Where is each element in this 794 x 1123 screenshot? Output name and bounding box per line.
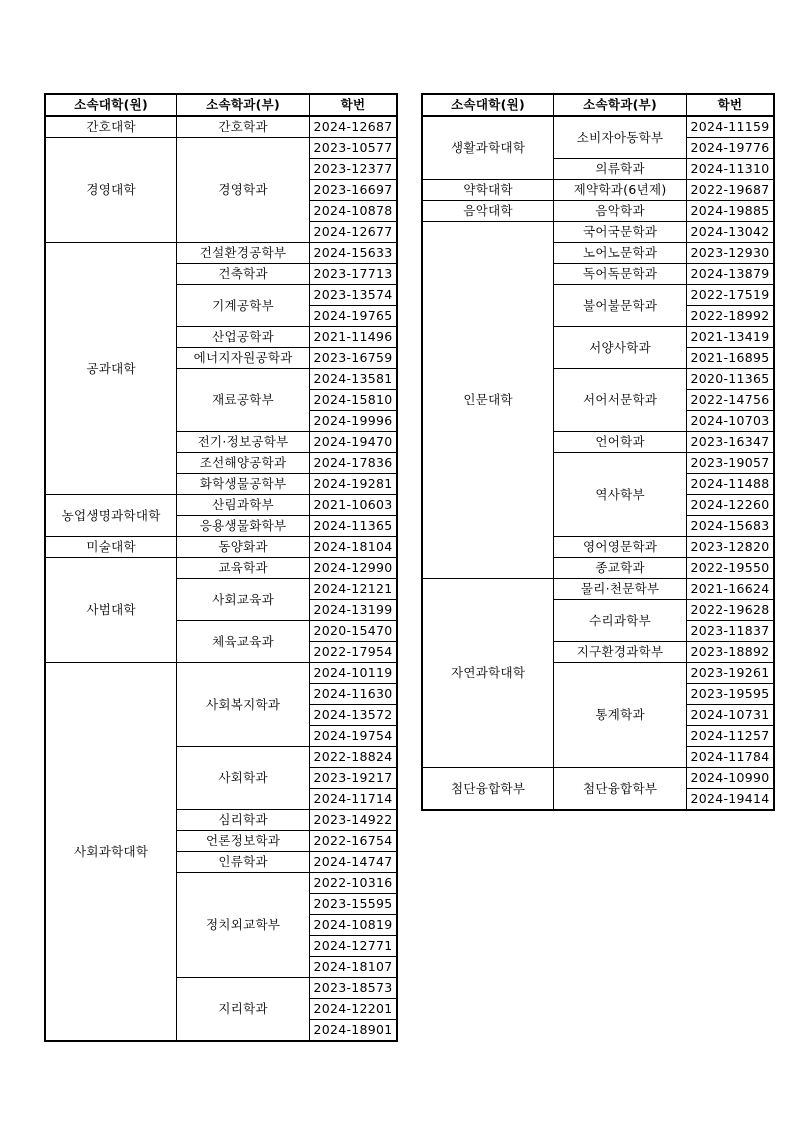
student-id-cell: 2024-10878 xyxy=(309,201,397,222)
student-id-cell: 2024-19776 xyxy=(686,138,774,159)
right-table-body xyxy=(422,116,774,810)
student-id-cell: 2024-15633 xyxy=(309,243,397,264)
college-cell: 인문대학 xyxy=(422,222,554,579)
student-id-cell: 2023-16697 xyxy=(309,180,397,201)
student-id-cell: 2023-12820 xyxy=(686,537,774,558)
college-cell: 약학대학 xyxy=(422,180,554,201)
header-college: 소속대학(원) xyxy=(45,94,177,116)
student-id-cell: 2021-11496 xyxy=(309,327,397,348)
department-cell: 에너지자원공학과 xyxy=(177,348,310,369)
department-cell: 수리과학부 xyxy=(554,600,687,642)
header-college: 소속대학(원) xyxy=(422,94,554,116)
student-id-cell: 2024-12201 xyxy=(309,999,397,1020)
student-id-cell: 2022-14756 xyxy=(686,390,774,411)
student-id-cell: 2022-18824 xyxy=(309,747,397,768)
student-id-cell: 2024-13581 xyxy=(309,369,397,390)
college-cell: 사범대학 xyxy=(45,558,177,663)
student-id-cell: 2021-10603 xyxy=(309,495,397,516)
student-id-cell: 2023-16347 xyxy=(686,432,774,453)
department-cell: 물리·천문학부 xyxy=(554,579,687,600)
college-cell: 공과대학 xyxy=(45,243,177,495)
student-id-cell: 2024-11257 xyxy=(686,726,774,747)
department-cell: 사회교육과 xyxy=(177,579,310,621)
student-id-cell: 2023-14922 xyxy=(309,810,397,831)
student-id-cell: 2024-11714 xyxy=(309,789,397,810)
header-department: 소속학과(부) xyxy=(554,94,687,116)
student-id-cell: 2023-12930 xyxy=(686,243,774,264)
student-id-cell: 2024-19470 xyxy=(309,432,397,453)
student-id-cell: 2024-12677 xyxy=(309,222,397,243)
college-cell: 첨단융합학부 xyxy=(422,768,554,811)
department-cell: 체육교육과 xyxy=(177,621,310,663)
student-id-cell: 2023-18573 xyxy=(309,978,397,999)
table-row xyxy=(422,201,774,222)
student-id-cell: 2023-12377 xyxy=(309,159,397,180)
department-cell: 음악학과 xyxy=(554,201,687,222)
student-id-cell: 2024-19414 xyxy=(686,789,774,811)
department-cell: 정치외교학부 xyxy=(177,873,310,978)
student-id-cell: 2021-16624 xyxy=(686,579,774,600)
table-row xyxy=(45,116,397,138)
department-cell: 불어불문학과 xyxy=(554,285,687,327)
department-cell: 재료공학부 xyxy=(177,369,310,432)
student-id-cell: 2024-12771 xyxy=(309,936,397,957)
student-id-cell: 2024-12990 xyxy=(309,558,397,579)
student-id-cell: 2024-18901 xyxy=(309,1020,397,1042)
student-id-cell: 2022-19687 xyxy=(686,180,774,201)
table-row xyxy=(422,116,774,138)
student-id-cell: 2024-11784 xyxy=(686,747,774,768)
department-cell: 기계공학부 xyxy=(177,285,310,327)
table-row xyxy=(45,558,397,579)
student-id-cell: 2021-13419 xyxy=(686,327,774,348)
department-cell: 동양화과 xyxy=(177,537,310,558)
department-cell: 제약학과(6년제) xyxy=(554,180,687,201)
table-row xyxy=(422,222,774,243)
table-row xyxy=(45,138,397,159)
table-row xyxy=(45,243,397,264)
table-row xyxy=(422,768,774,789)
table-row xyxy=(45,537,397,558)
student-id-cell: 2024-12260 xyxy=(686,495,774,516)
student-id-cell: 2023-15595 xyxy=(309,894,397,915)
department-cell: 독어독문학과 xyxy=(554,264,687,285)
college-cell: 자연과학대학 xyxy=(422,579,554,768)
student-id-cell: 2024-12121 xyxy=(309,579,397,600)
student-id-cell: 2023-17713 xyxy=(309,264,397,285)
student-id-cell: 2022-16754 xyxy=(309,831,397,852)
department-cell: 심리학과 xyxy=(177,810,310,831)
department-cell: 간호학과 xyxy=(177,116,310,138)
header-row xyxy=(45,94,397,116)
student-id-cell: 2022-19550 xyxy=(686,558,774,579)
student-id-cell: 2023-19595 xyxy=(686,684,774,705)
student-id-cell: 2023-10577 xyxy=(309,138,397,159)
student-id-cell: 2024-19885 xyxy=(686,201,774,222)
student-id-cell: 2022-19628 xyxy=(686,600,774,621)
header-student-id: 학번 xyxy=(686,94,774,116)
student-id-cell: 2024-19754 xyxy=(309,726,397,747)
left-table-body xyxy=(45,116,397,1041)
student-id-cell: 2024-10819 xyxy=(309,915,397,936)
student-id-cell: 2023-16759 xyxy=(309,348,397,369)
department-cell: 역사학부 xyxy=(554,453,687,537)
department-cell: 서양사학과 xyxy=(554,327,687,369)
student-id-cell: 2022-18992 xyxy=(686,306,774,327)
department-cell: 의류학과 xyxy=(554,159,687,180)
student-id-cell: 2024-12687 xyxy=(309,116,397,138)
table-row xyxy=(45,663,397,684)
student-id-cell: 2024-10119 xyxy=(309,663,397,684)
student-id-cell: 2021-16895 xyxy=(686,348,774,369)
header-row xyxy=(422,94,774,116)
student-id-cell: 2024-11365 xyxy=(309,516,397,537)
department-cell: 경영학과 xyxy=(177,138,310,243)
college-cell: 농업생명과학대학 xyxy=(45,495,177,537)
department-cell: 언론정보학과 xyxy=(177,831,310,852)
header-student-id: 학번 xyxy=(309,94,397,116)
student-id-cell: 2024-18107 xyxy=(309,957,397,978)
student-id-cell: 2024-17836 xyxy=(309,453,397,474)
department-cell: 산업공학과 xyxy=(177,327,310,348)
student-id-cell: 2024-11310 xyxy=(686,159,774,180)
department-cell: 산림과학부 xyxy=(177,495,310,516)
student-id-cell: 2024-13879 xyxy=(686,264,774,285)
department-cell: 소비자아동학부 xyxy=(554,116,687,159)
department-cell: 건설환경공학부 xyxy=(177,243,310,264)
department-cell: 국어국문학과 xyxy=(554,222,687,243)
student-id-cell: 2023-19217 xyxy=(309,768,397,789)
student-id-cell: 2024-15810 xyxy=(309,390,397,411)
department-cell: 언어학과 xyxy=(554,432,687,453)
department-cell: 지구환경과학부 xyxy=(554,642,687,663)
student-id-cell: 2024-13199 xyxy=(309,600,397,621)
student-id-cell: 2024-15683 xyxy=(686,516,774,537)
student-id-cell: 2024-11488 xyxy=(686,474,774,495)
college-cell: 음악대학 xyxy=(422,201,554,222)
department-cell: 사회학과 xyxy=(177,747,310,810)
student-id-cell: 2022-17519 xyxy=(686,285,774,306)
student-id-cell: 2024-19996 xyxy=(309,411,397,432)
department-cell: 통계학과 xyxy=(554,663,687,768)
college-cell: 간호대학 xyxy=(45,116,177,138)
student-id-cell: 2024-14747 xyxy=(309,852,397,873)
department-cell: 첨단융합학부 xyxy=(554,768,687,811)
college-cell: 생활과학대학 xyxy=(422,116,554,180)
student-id-cell: 2022-10316 xyxy=(309,873,397,894)
table-row xyxy=(422,180,774,201)
student-id-cell: 2020-11365 xyxy=(686,369,774,390)
student-id-cell: 2020-15470 xyxy=(309,621,397,642)
table-row xyxy=(422,579,774,600)
department-cell: 노어노문학과 xyxy=(554,243,687,264)
student-id-cell: 2024-10703 xyxy=(686,411,774,432)
table-row xyxy=(45,495,397,516)
student-id-cell: 2024-18104 xyxy=(309,537,397,558)
student-id-cell: 2024-19765 xyxy=(309,306,397,327)
student-id-cell: 2022-17954 xyxy=(309,642,397,663)
student-id-cell: 2023-13574 xyxy=(309,285,397,306)
student-id-cell: 2023-19261 xyxy=(686,663,774,684)
student-id-cell: 2023-18892 xyxy=(686,642,774,663)
college-cell: 미술대학 xyxy=(45,537,177,558)
department-cell: 교육학과 xyxy=(177,558,310,579)
student-id-cell: 2024-11159 xyxy=(686,116,774,138)
student-id-cell: 2024-19281 xyxy=(309,474,397,495)
department-cell: 영어영문학과 xyxy=(554,537,687,558)
department-cell: 지리학과 xyxy=(177,978,310,1042)
department-cell: 건축학과 xyxy=(177,264,310,285)
department-cell: 인류학과 xyxy=(177,852,310,873)
student-id-cell: 2024-10731 xyxy=(686,705,774,726)
department-cell: 응용생물화학부 xyxy=(177,516,310,537)
header-department: 소속학과(부) xyxy=(177,94,310,116)
department-cell: 종교학과 xyxy=(554,558,687,579)
department-cell: 조선해양공학과 xyxy=(177,453,310,474)
college-cell: 사회과학대학 xyxy=(45,663,177,1042)
student-id-cell: 2024-13042 xyxy=(686,222,774,243)
student-id-cell: 2023-19057 xyxy=(686,453,774,474)
student-list-table-left xyxy=(44,93,398,1042)
department-cell: 화학생물공학부 xyxy=(177,474,310,495)
department-cell: 사회복지학과 xyxy=(177,663,310,747)
student-id-cell: 2024-10990 xyxy=(686,768,774,789)
department-cell: 서어서문학과 xyxy=(554,369,687,432)
student-list-table-right xyxy=(421,93,775,811)
college-cell: 경영대학 xyxy=(45,138,177,243)
student-id-cell: 2024-11630 xyxy=(309,684,397,705)
student-id-cell: 2023-11837 xyxy=(686,621,774,642)
department-cell: 전기·정보공학부 xyxy=(177,432,310,453)
student-id-cell: 2024-13572 xyxy=(309,705,397,726)
